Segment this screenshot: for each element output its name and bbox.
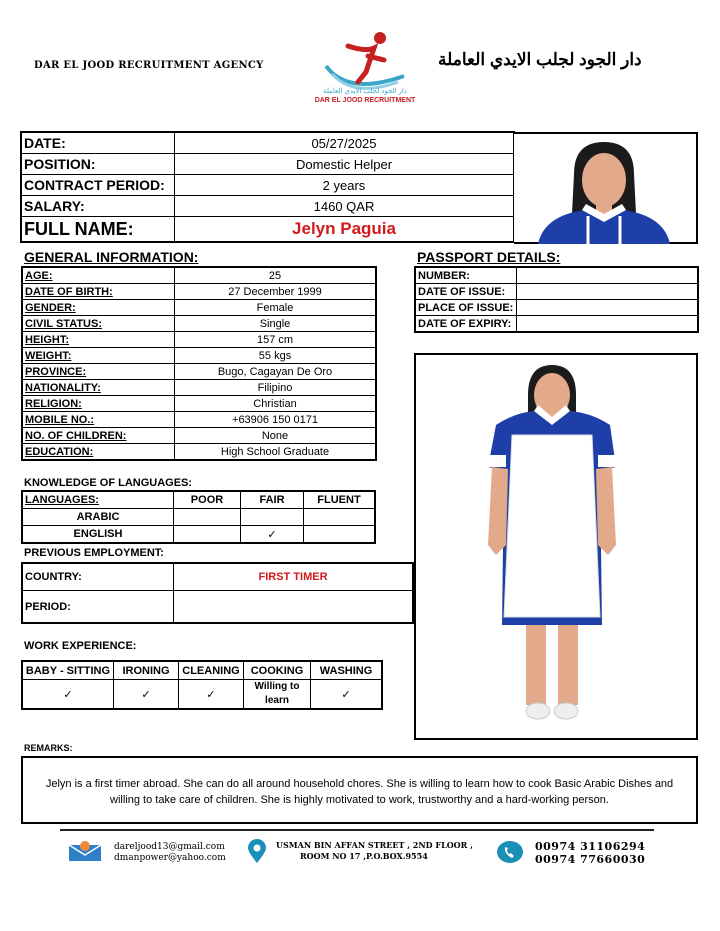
language-fluent-cell: [304, 509, 376, 526]
phone-icon: [496, 840, 524, 864]
email-icon: [68, 840, 102, 862]
portrait-photo: [514, 132, 698, 244]
language-poor-cell: [174, 526, 241, 544]
table-row: [22, 428, 376, 444]
general-info-label: CIVIL STATUS:: [22, 316, 175, 332]
logo-caption-ar: دار الجود لجلب الايدي العاملة: [323, 88, 407, 95]
work-skill-header: IRONING: [114, 661, 179, 680]
table-row: [22, 661, 382, 680]
general-info-label: HEIGHT:: [22, 332, 175, 348]
language-fair-cell: [241, 509, 304, 526]
work-skill-header: COOKING: [244, 661, 311, 680]
table-row: [415, 300, 698, 316]
location-pin-icon: [246, 838, 268, 864]
table-row: [22, 680, 382, 710]
general-info-label: EDUCATION:: [22, 444, 175, 461]
general-info-value: Single: [175, 316, 377, 332]
remarks-title: REMARKS:: [24, 743, 73, 753]
table-row: [22, 348, 376, 364]
email-secondary: dmanpower@yahoo.com: [114, 853, 226, 863]
table-row: [21, 154, 514, 175]
general-info-label: PROVINCE:: [22, 364, 175, 380]
period-value: [174, 591, 414, 624]
passport-label: DATE OF ISSUE:: [415, 284, 517, 300]
languages-title: KNOWLEDGE OF LANGUAGES:: [24, 477, 193, 489]
poor-header: POOR: [174, 491, 241, 509]
general-info-label: WEIGHT:: [22, 348, 175, 364]
table-row: [22, 316, 376, 332]
general-info-label: NATIONALITY:: [22, 380, 175, 396]
address-line-1: USMAN BIN AFFAN STREET , 2ND FLOOR ,: [276, 840, 473, 850]
work-skill-value: ✓: [179, 680, 244, 710]
work-skill-header: CLEANING: [179, 661, 244, 680]
table-row: [22, 300, 376, 316]
work-skill-value: ✓: [114, 680, 179, 710]
agency-name-ar: دار الجود لجلب الايدي العاملة: [438, 50, 642, 69]
general-info-value: 55 kgs: [175, 348, 377, 364]
general-info-value: 25: [175, 267, 377, 284]
table-row: [415, 267, 698, 284]
general-info-label: DATE OF BIRTH:: [22, 284, 175, 300]
table-row: [22, 563, 413, 591]
general-info-value: Christian: [175, 396, 377, 412]
position-value: Domestic Helper: [175, 154, 515, 175]
contract-label: CONTRACT PERIOD:: [21, 175, 175, 196]
position-label: POSITION:: [21, 154, 175, 175]
passport-label: DATE OF EXPIRY:: [415, 316, 517, 333]
table-row: [22, 332, 376, 348]
footer-divider: [60, 829, 654, 831]
table-row: [22, 380, 376, 396]
contract-value: 2 years: [175, 175, 515, 196]
general-info-value: Bugo, Cagayan De Oro: [175, 364, 377, 380]
general-info-table: [21, 266, 377, 461]
salary-value: 1460 QAR: [175, 196, 515, 217]
table-row: [22, 396, 376, 412]
general-info-title: GENERAL INFORMATION:: [24, 249, 199, 265]
email-primary: dareljood13@gmail.com: [114, 842, 225, 852]
previous-employment-table: [21, 562, 414, 624]
table-row: [22, 444, 376, 461]
table-row: [21, 217, 514, 243]
general-info-value: High School Graduate: [175, 444, 377, 461]
work-skill-value: ✓: [311, 680, 383, 710]
table-row: [22, 284, 376, 300]
table-row: [22, 267, 376, 284]
general-info-label: RELIGION:: [22, 396, 175, 412]
address-line-2: ROOM NO 17 ,P.O.BOX.9554: [300, 851, 428, 861]
date-value: 05/27/2025: [175, 132, 515, 154]
phone-secondary: 00974 77660030: [535, 853, 646, 866]
passport-value: [517, 284, 699, 300]
phone-primary: 00974 31106294: [535, 840, 646, 853]
fair-header: FAIR: [241, 491, 304, 509]
passport-label: NUMBER:: [415, 267, 517, 284]
languages-table: [21, 490, 376, 544]
passport-value: [517, 316, 699, 333]
language-fluent-cell: [304, 526, 376, 544]
table-row: [21, 196, 514, 217]
language-name: ENGLISH: [22, 526, 174, 544]
date-label: DATE:: [21, 132, 175, 154]
full-name-value: Jelyn Paguia: [175, 217, 515, 243]
general-info-value: 27 December 1999: [175, 284, 377, 300]
general-info-value: +63906 150 0171: [175, 412, 377, 428]
candidate-summary-table: [20, 131, 515, 243]
country-value: FIRST TIMER: [174, 563, 414, 591]
language-name: ARABIC: [22, 509, 174, 526]
language-fair-cell: ✓: [241, 526, 304, 544]
passport-table: [414, 266, 699, 333]
previous-employment-title: PREVIOUS EMPLOYMENT:: [24, 547, 164, 559]
logo-caption-en: DAR EL JOOD RECRUITMENT: [314, 97, 416, 104]
general-info-label: MOBILE NO.:: [22, 412, 175, 428]
table-row: [22, 412, 376, 428]
work-skill-header: BABY - SITTING: [22, 661, 114, 680]
work-experience-title: WORK EXPERIENCE:: [24, 640, 137, 652]
work-skill-value: Willing to learn: [244, 680, 311, 710]
passport-value: [517, 300, 699, 316]
languages-header: LANGUAGES:: [22, 491, 174, 509]
table-row: [22, 526, 375, 544]
general-info-value: Female: [175, 300, 377, 316]
table-row: [415, 316, 698, 333]
table-row: [415, 284, 698, 300]
work-experience-table: [21, 660, 383, 710]
work-skill-value: ✓: [22, 680, 114, 710]
full-name-label: FULL NAME:: [21, 217, 175, 243]
fluent-header: FLUENT: [304, 491, 376, 509]
full-body-photo: [414, 353, 698, 740]
country-label: COUNTRY:: [22, 563, 174, 591]
general-info-label: AGE:: [22, 267, 175, 284]
table-row: [22, 591, 413, 624]
passport-value: [517, 267, 699, 284]
general-info-label: NO. OF CHILDREN:: [22, 428, 175, 444]
general-info-value: None: [175, 428, 377, 444]
remarks-text: Jelyn is a first timer abroad. She can do all around household chores. She is willing to learn how to cook Basic Arabic Dishes and willing to take care of children. She is highly motivated to work, trustworthy and a hard-working person.: [21, 756, 698, 824]
language-poor-cell: [174, 509, 241, 526]
table-row: [22, 364, 376, 380]
table-row: [22, 509, 375, 526]
table-row: [21, 132, 514, 154]
salary-label: SALARY:: [21, 196, 175, 217]
work-skill-header: WASHING: [311, 661, 383, 680]
period-label: PERIOD:: [22, 591, 174, 624]
general-info-value: 157 cm: [175, 332, 377, 348]
general-info-label: GENDER:: [22, 300, 175, 316]
passport-details-title: PASSPORT DETAILS:: [417, 249, 561, 265]
agency-name-en: DAR EL JOOD RECRUITMENT AGENCY: [34, 60, 264, 71]
table-row: [21, 175, 514, 196]
passport-label: PLACE OF ISSUE:: [415, 300, 517, 316]
table-row: [22, 491, 375, 509]
general-info-value: Filipino: [175, 380, 377, 396]
